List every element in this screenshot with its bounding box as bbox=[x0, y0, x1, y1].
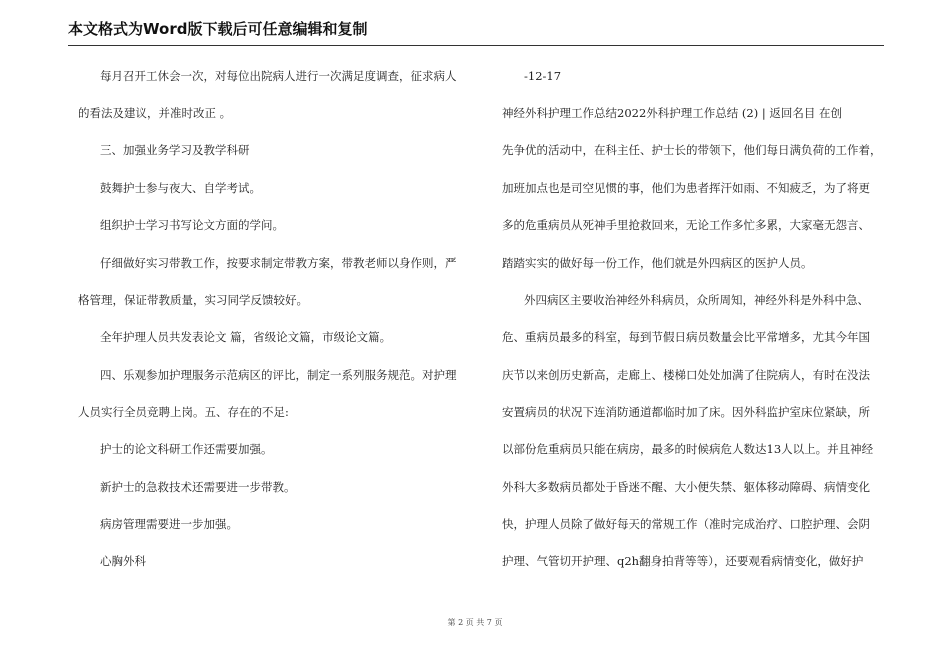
paragraph-line: 的看法及建议，并准时改正 。 bbox=[78, 106, 232, 120]
paragraph-line: 危、重病员最多的科室，每到节假日病员数量会比平常增多，尤其今年国 bbox=[502, 330, 870, 344]
paragraph-line: 护理、气管切开护理、q2h翻身拍背等等），还要观看病情变化，做好护 bbox=[502, 554, 864, 568]
header-divider bbox=[68, 45, 884, 46]
paragraph-line: 加班加点也是司空见惯的事，他们为患者挥汗如雨、不知疲乏，为了将更 bbox=[502, 181, 870, 195]
paragraph-line: 多的危重病员从死神手里抢救回来，无论工作多忙多累，大家毫无怨言、 bbox=[502, 218, 870, 232]
paragraph-line: 外四病区主要收治神经外科病员，众所周知，神经外科是外科中急、 bbox=[524, 293, 869, 307]
paragraph-line: 新护士的急救技术还需要进一步带教。 bbox=[100, 480, 296, 494]
paragraph-line: 庆节以来创历史新高，走廊上、楼梯口处处加满了住院病人，有时在没法 bbox=[502, 368, 870, 382]
paragraph-line: 以部份危重病员只能在病房，最多的时候病危人数达13人以上。并且神经 bbox=[502, 442, 874, 456]
paragraph-line: 人员实行全员竞聘上岗。五、存在的不足: bbox=[78, 405, 289, 419]
paragraph-line: 心胸外科 bbox=[100, 554, 146, 568]
paragraph-line: 外科大多数病员都处于昏迷不醒、大小便失禁、躯体移动障碍、病情变化 bbox=[502, 480, 870, 494]
paragraph-line: 仔细做好实习带教工作，按要求制定带教方案，带教老师以身作则，严 bbox=[100, 256, 457, 270]
paragraph-line: 全年护理人员共发表论文 篇，省级论文篇，市级论文篇。 bbox=[100, 330, 392, 344]
paragraph-line: 鼓舞护士参与夜大、自学考试。 bbox=[100, 181, 261, 195]
paragraph-line: 护士的论文科研工作还需要加强。 bbox=[100, 442, 273, 456]
section-heading: 三、加强业务学习及教学科研 bbox=[100, 143, 250, 157]
paragraph-line: 组织护士学习书写论文方面的学问。 bbox=[100, 218, 284, 232]
date-line: -12-17 bbox=[524, 69, 562, 83]
page-number-footer: 第 2 页 共 7 页 bbox=[447, 618, 503, 627]
paragraph-line: 格管理，保证带教质量，实习同学反馈较好。 bbox=[78, 293, 308, 307]
paragraph-line: 快，护理人员除了做好每天的常规工作（准时完成治疗、口腔护理、会阴 bbox=[502, 517, 870, 531]
paragraph-line: 神经外科护理工作总结2022外科护理工作总结 (2) | 返回名目 在创 bbox=[502, 106, 843, 120]
paragraph-line: 每月召开工休会一次，对每位出院病人进行一次满足度调查，征求病人 bbox=[100, 69, 457, 83]
paragraph-line: 病房管理需要进一步加强。 bbox=[100, 517, 238, 531]
paragraph-line: 踏踏实实的做好每一份工作，他们就是外四病区的医护人员。 bbox=[502, 256, 813, 270]
paragraph-line: 先争优的活动中，在科主任、护士长的带领下，他们每日满负荷的工作着， bbox=[502, 143, 882, 157]
paragraph-line: 安置病员的状况下连消防通道都临时加了床。因外科监护室床位紧缺，所 bbox=[502, 405, 870, 419]
document-header-title: 本文格式为Word版下载后可任意编辑和复制 bbox=[68, 20, 368, 38]
paragraph-line: 四、乐观参加护理服务示范病区的评比，制定一系列服务规范。对护理 bbox=[100, 368, 457, 382]
